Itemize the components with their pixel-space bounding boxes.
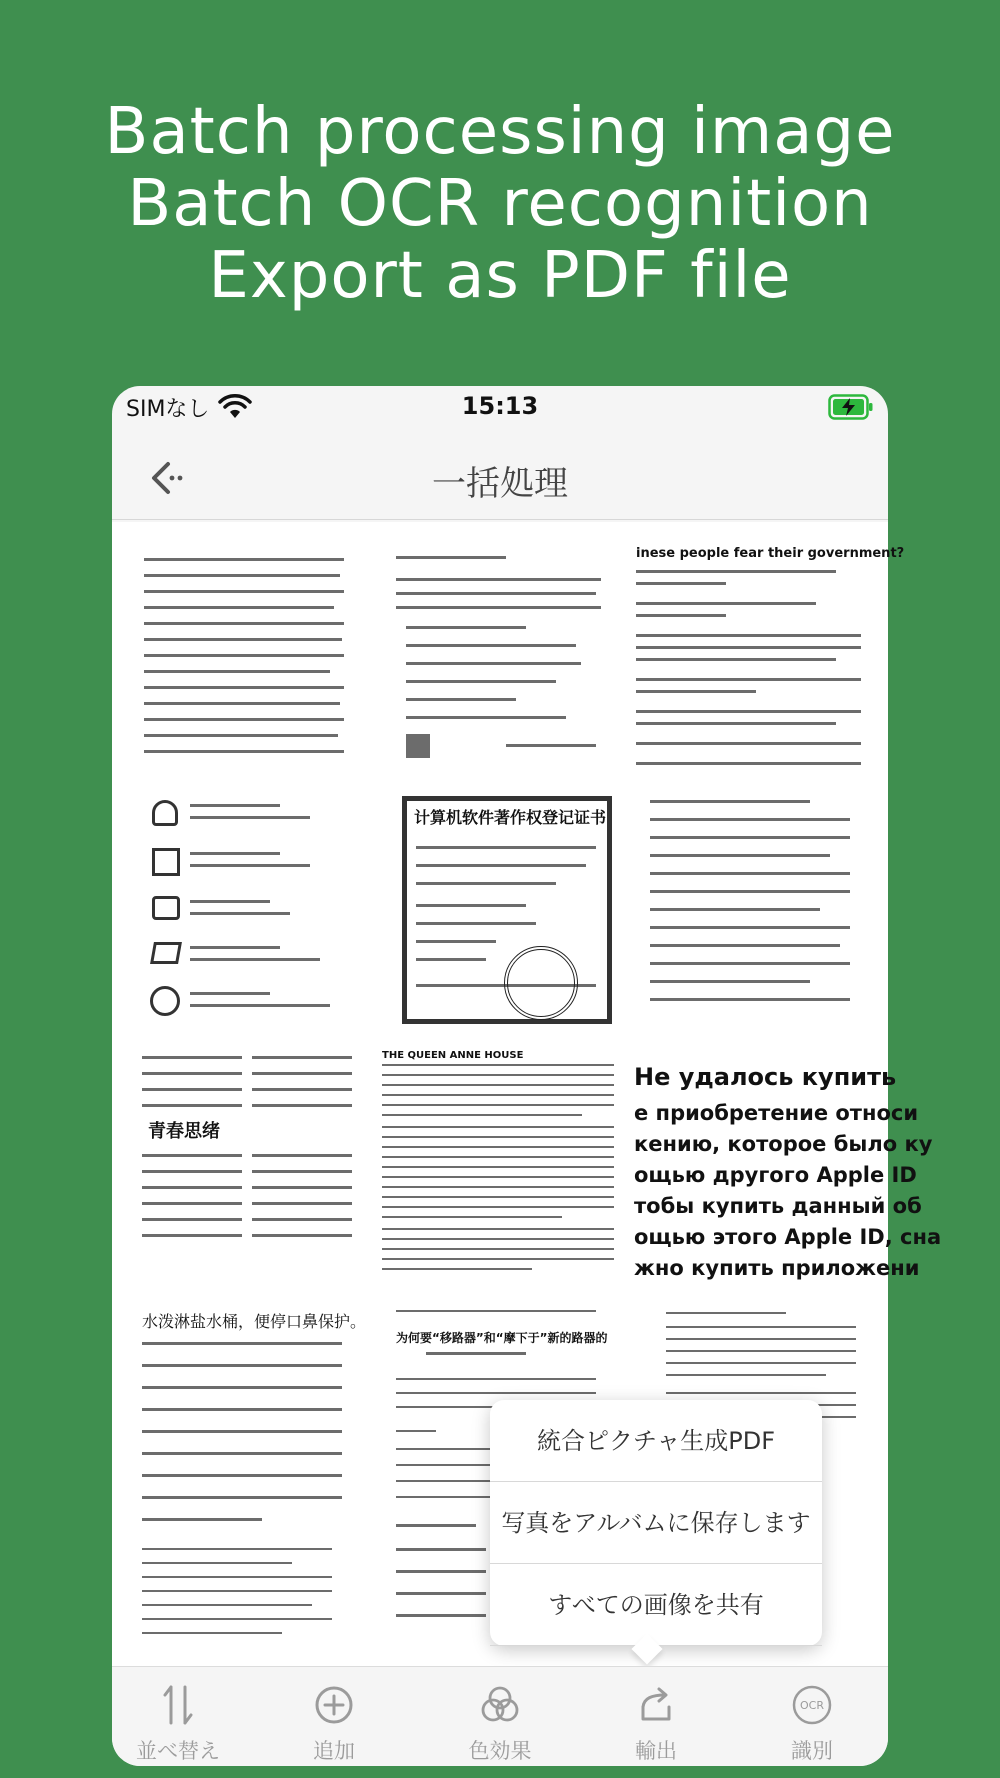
thumbnail-9[interactable] (630, 1042, 942, 1292)
export-button[interactable] (596, 1681, 716, 1765)
sort-button[interactable] (118, 1681, 238, 1765)
thumbnail-9-line-5: тобы купить данный об (634, 1194, 922, 1218)
battery-icon (828, 394, 874, 424)
status-bar (112, 386, 888, 434)
export-popup-menu (490, 1400, 822, 1646)
thumbnail-3-title: inese people fear their government? (636, 546, 905, 561)
thumbnail-7-heading: 青春思绪 (148, 1121, 220, 1142)
export-label: 輸出 (635, 1739, 677, 1763)
headline-line-2: Batch OCR recognition (127, 167, 873, 241)
ocr-icon (788, 1681, 836, 1729)
add-button[interactable] (274, 1681, 394, 1765)
nav-bar (112, 436, 888, 520)
thumbnail-9-line-7: жно купить приложени (634, 1256, 920, 1280)
thumbnail-1[interactable] (120, 530, 370, 780)
thumbnail-9-line-4: ощью другого Apple ID (634, 1163, 917, 1187)
thumbnail-9-line-1: Не удалось купить (634, 1063, 897, 1091)
menu-item-save-to-album[interactable]: 写真をアルバムに保存します (490, 1482, 822, 1564)
ocr-label: 識別 (791, 1739, 833, 1763)
export-icon (632, 1681, 680, 1729)
thumbnail-11-text: 为何要“移路器”和“摩下于”新的路器的 (396, 1331, 608, 1345)
thumbnail-2[interactable] (376, 530, 626, 780)
headline-line-1: Batch processing image (104, 95, 896, 169)
thumbnail-9-line-3: кению, которое было ку (634, 1132, 933, 1156)
thumbnail-10-text: 水泼淋盐水桶，便停口鼻保护。 (142, 1312, 367, 1331)
ocr-button[interactable] (752, 1681, 872, 1765)
menu-item-share-all[interactable]: すべての画像を共有 (490, 1564, 822, 1646)
thumbnail-10[interactable] (120, 1298, 370, 1658)
thumbnail-9-line-2: е приобретение относи (634, 1101, 919, 1125)
color-effect-label: 色効果 (468, 1739, 532, 1763)
color-effect-button[interactable] (440, 1681, 560, 1765)
thumbnail-9-line-6: ощью этого Apple ID, сна (634, 1225, 942, 1249)
thumbnail-7[interactable] (120, 1042, 370, 1292)
menu-item-merge-pdf[interactable]: 統合ピクチャ生成PDF (490, 1400, 822, 1482)
thumbnail-5[interactable] (376, 786, 626, 1036)
carrier-label: SIMなし (126, 397, 210, 422)
color-effect-icon (476, 1681, 524, 1729)
sort-icon (154, 1681, 202, 1729)
status-time: 15:13 (461, 392, 539, 420)
thumbnail-4[interactable] (120, 786, 370, 1036)
headline-line-3: Export as PDF file (208, 239, 792, 313)
ocr-badge: OCR (800, 1699, 824, 1712)
page-title: 一括処理 (432, 464, 568, 504)
bottom-toolbar (112, 1666, 888, 1766)
thumbnail-6[interactable] (630, 786, 880, 1036)
headline (0, 96, 1000, 312)
thumbnail-8-title: THE QUEEN ANNE HOUSE (382, 1050, 524, 1061)
thumbnail-3[interactable] (630, 530, 905, 780)
thumbnail-8[interactable] (376, 1042, 626, 1292)
add-icon (310, 1681, 358, 1729)
sort-label: 並べ替え (136, 1739, 220, 1763)
add-label: 追加 (313, 1739, 355, 1763)
thumbnail-5-title: 计算机软件著作权登记证书 (414, 808, 607, 827)
